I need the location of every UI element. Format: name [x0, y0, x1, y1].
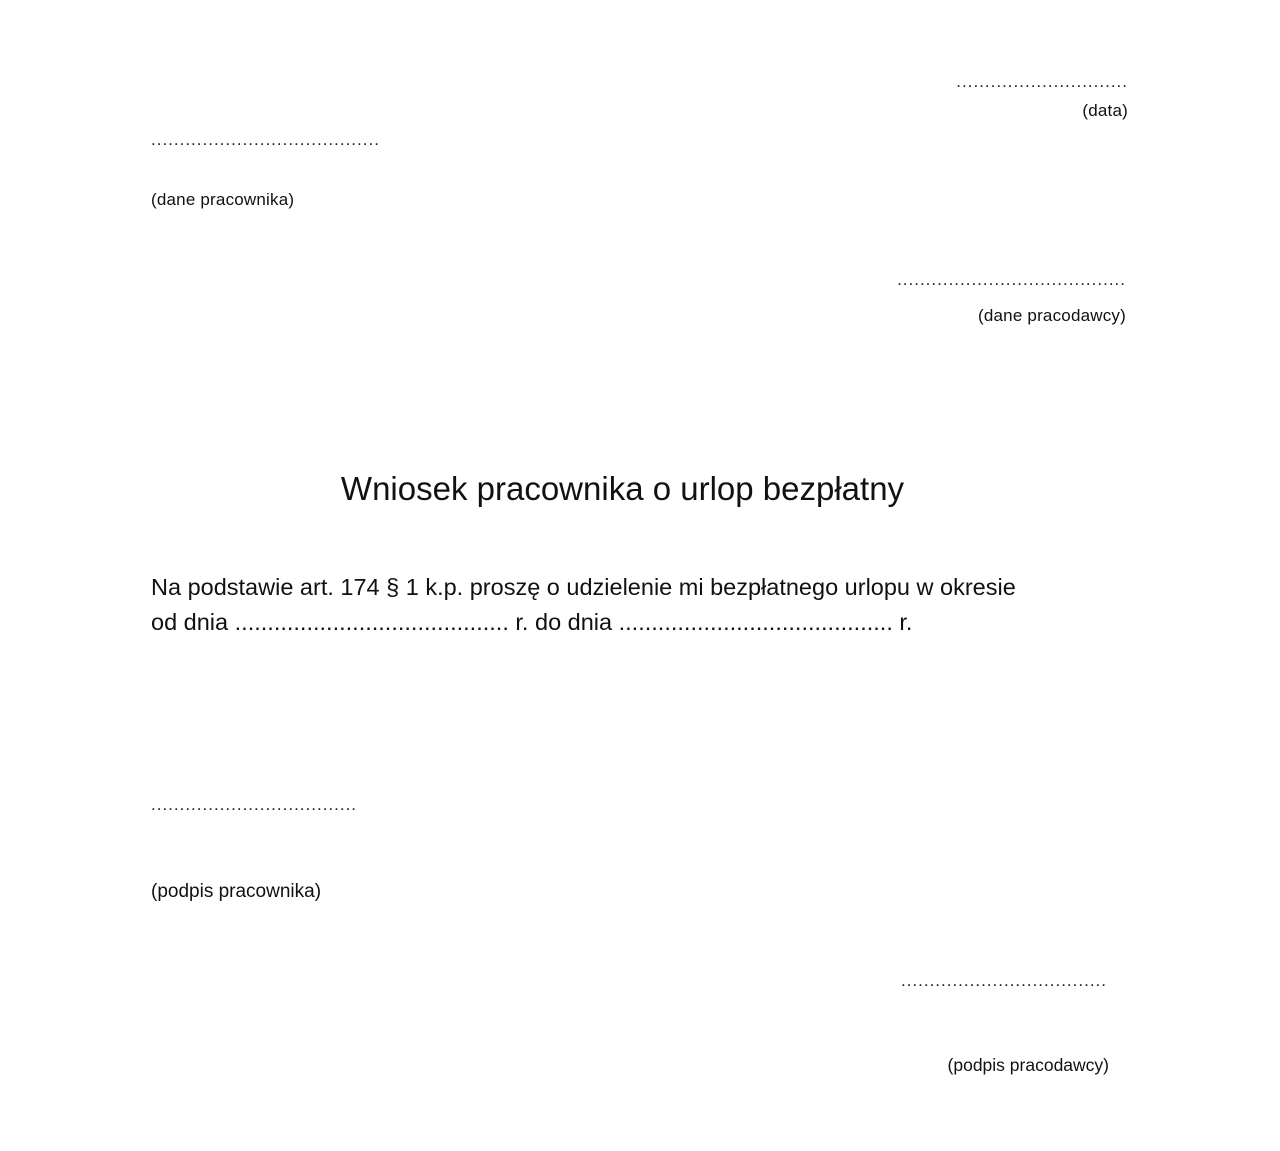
body-end: r. — [899, 609, 913, 635]
request-body — [151, 570, 1131, 640]
employee-signature-placeholder: .................................... — [151, 795, 358, 814]
to-date-placeholder: .......................................... — [618, 609, 893, 635]
document-title: Wniosek pracownika o urlop bezpłatny — [340, 470, 905, 507]
employee-signature-label: (podpis pracownika) — [151, 881, 322, 902]
body-line-1: Na podstawie art. 174 § 1 k.p. proszę o udzielenie mi bezpłatnego urlopu w okresie — [151, 574, 1016, 600]
to-date-label: r. do dnia — [515, 609, 613, 635]
from-date-placeholder: .......................................... — [234, 609, 509, 635]
employer-data-placeholder: ........................................ — [897, 270, 1126, 289]
employee-data-label: (dane pracownika) — [151, 190, 295, 209]
date-label: (data) — [1082, 101, 1128, 120]
employer-signature-label: (podpis pracodawcy) — [947, 1055, 1109, 1075]
date-placeholder: .............................. — [956, 72, 1128, 91]
from-date-label: od dnia — [151, 609, 229, 635]
employer-data-label: (dane pracodawcy) — [978, 306, 1126, 325]
employer-signature-placeholder: .................................... — [900, 971, 1107, 990]
employee-data-placeholder: ........................................ — [151, 130, 380, 149]
